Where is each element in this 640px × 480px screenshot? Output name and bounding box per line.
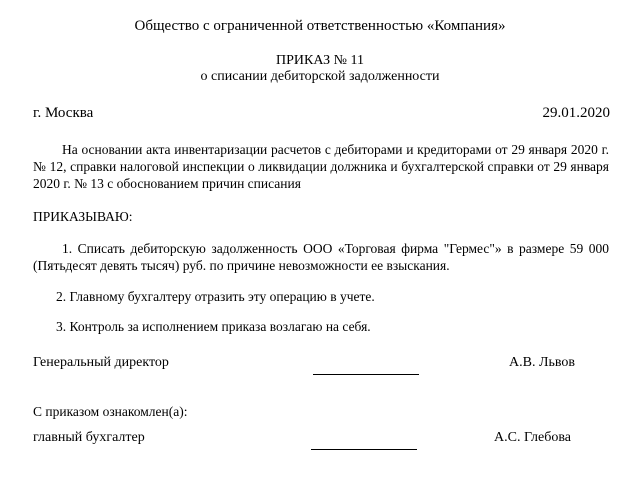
organization-name: Общество с ограниченной ответственностью «Компания» xyxy=(134,18,506,34)
accountant-signature-line xyxy=(311,449,417,450)
order-date: 29.01.2020 xyxy=(542,105,610,121)
acknowledged-label: С приказом ознакомлен(а): xyxy=(33,404,188,419)
accountant-name: А.С. Глебова xyxy=(494,430,571,445)
city: г. Москва xyxy=(33,105,94,121)
order-item-2: 2. Главному бухгалтеру отразить эту операцию в учете. xyxy=(56,289,375,304)
order-item-3: 3. Контроль за исполнением приказа возлагаю на себя. xyxy=(56,319,371,334)
order-item-1: 1. Списать дебиторскую задолженность ООО «Торговая фирма "Гермес"» в размере 59 000 (Пятьдесят девять тысяч) руб. по причине невозможности ее взыскания. xyxy=(33,241,609,273)
accountant-position: главный бухгалтер xyxy=(33,430,145,445)
order-word: ПРИКАЗЫВАЮ: xyxy=(33,209,133,224)
order-basis-paragraph: На основании акта инвентаризации расчетов с дебиторами и кредиторами от 29 января 2020 г. № 12, справки налоговой инспекции о ликвидации должника и бухгалтерской справки от 29 января 2020 г. № 13 с обоснованием причин списания xyxy=(33,142,609,191)
director-name: А.В. Львов xyxy=(509,355,575,370)
director-position: Генеральный директор xyxy=(33,355,169,370)
order-subject: о списании дебиторской задолженности xyxy=(200,69,440,84)
order-title: ПРИКАЗ № 11 xyxy=(276,53,364,68)
director-signature-line xyxy=(313,374,419,375)
